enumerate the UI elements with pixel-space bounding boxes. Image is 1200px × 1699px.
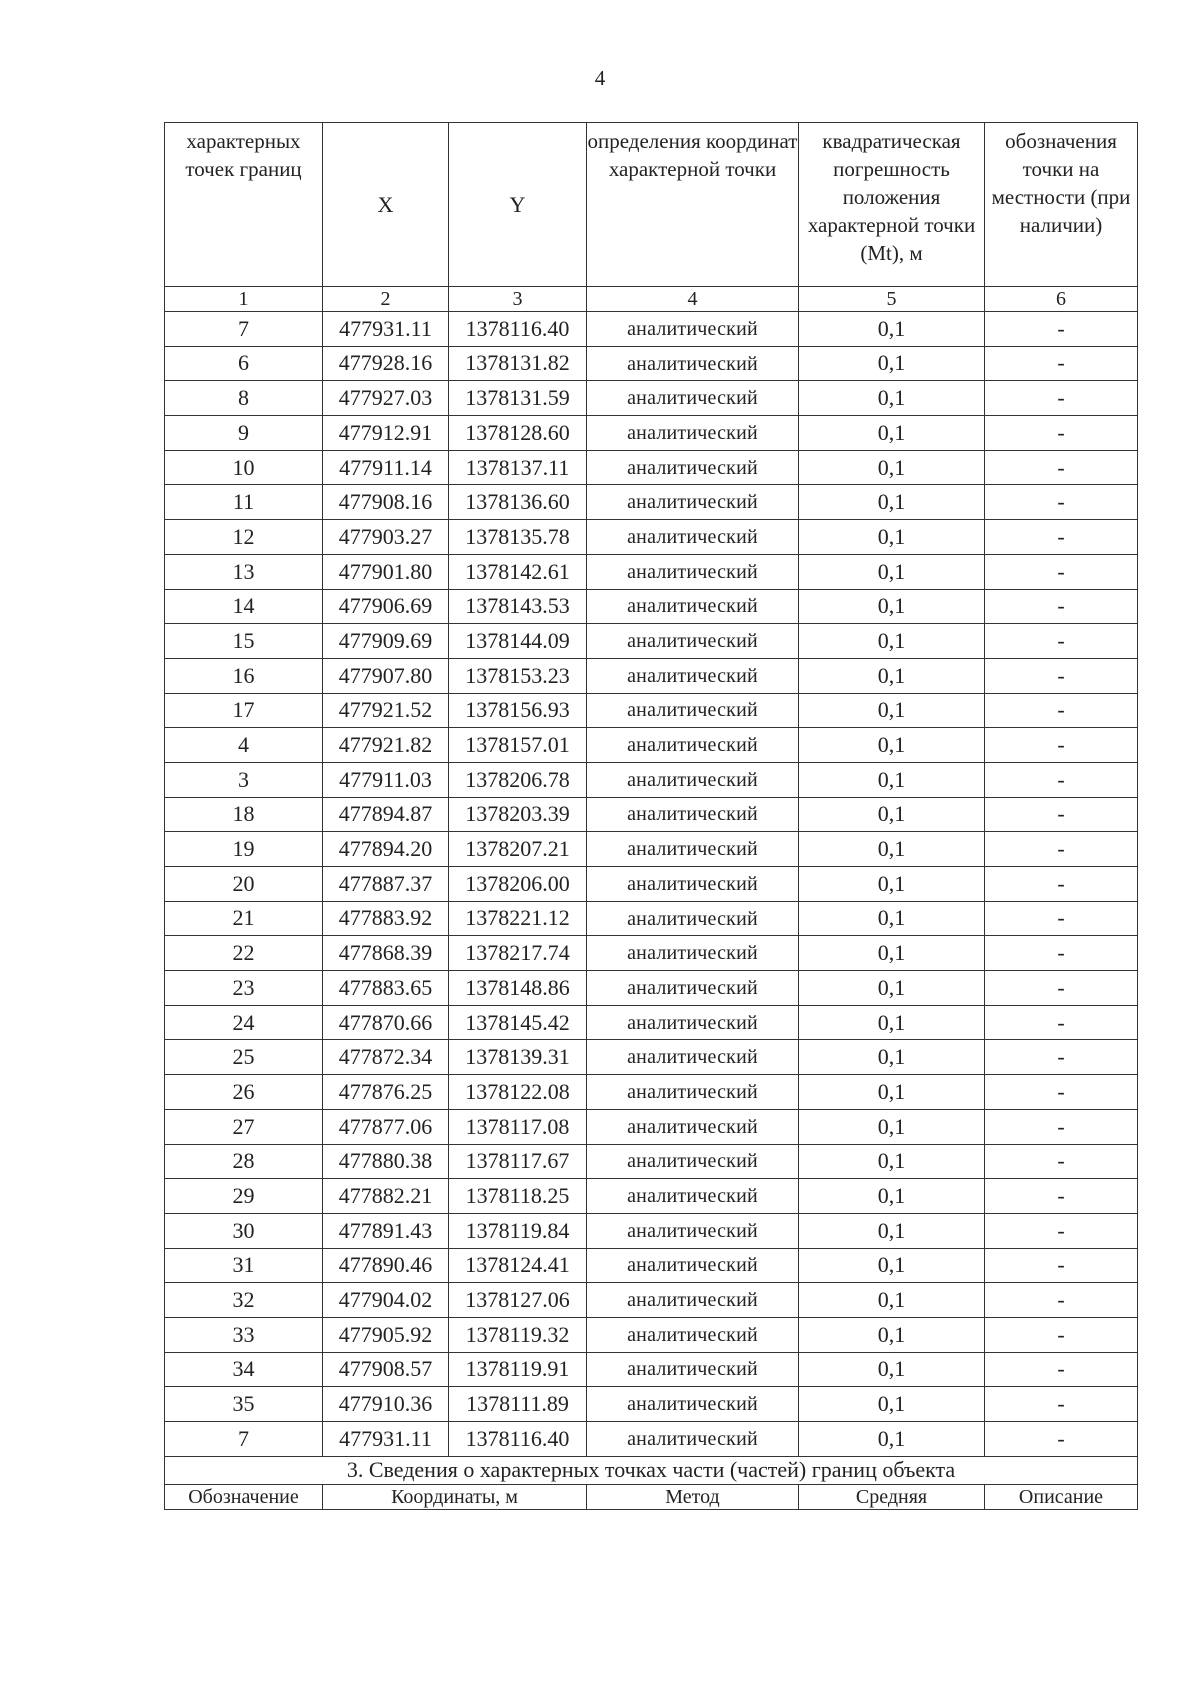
y-cell: 1378203.39 <box>449 797 587 832</box>
point-cell: 7 <box>165 1422 323 1457</box>
table-row <box>165 1179 1138 1214</box>
x-cell: 477911.03 <box>323 762 449 797</box>
point-cell: 20 <box>165 867 323 902</box>
y-cell: 1378207.21 <box>449 832 587 867</box>
error-cell: 0,1 <box>799 658 985 693</box>
error-cell: 0,1 <box>799 1283 985 1318</box>
point-cell: 21 <box>165 901 323 936</box>
table-row <box>165 485 1138 520</box>
section-3-header-row <box>165 1484 1138 1509</box>
method-cell: аналитический <box>587 1040 799 1075</box>
x-cell: 477911.14 <box>323 450 449 485</box>
table-row <box>165 762 1138 797</box>
x-cell: 477877.06 <box>323 1109 449 1144</box>
x-cell: 477891.43 <box>323 1213 449 1248</box>
table-row <box>165 901 1138 936</box>
x-cell: 477872.34 <box>323 1040 449 1075</box>
mark-cell: - <box>985 832 1138 867</box>
mark-cell: - <box>985 416 1138 451</box>
method-cell: аналитический <box>587 1109 799 1144</box>
section-3-header-method: Метод <box>587 1484 799 1509</box>
table-row <box>165 693 1138 728</box>
table-row <box>165 1387 1138 1422</box>
error-cell: 0,1 <box>799 1317 985 1352</box>
point-cell: 17 <box>165 693 323 728</box>
mark-cell: - <box>985 797 1138 832</box>
method-cell: аналитический <box>587 1283 799 1318</box>
error-cell: 0,1 <box>799 1144 985 1179</box>
point-cell: 24 <box>165 1005 323 1040</box>
mark-cell: - <box>985 1109 1138 1144</box>
mark-cell: - <box>985 1248 1138 1283</box>
error-cell: 0,1 <box>799 693 985 728</box>
point-cell: 12 <box>165 520 323 555</box>
point-cell: 11 <box>165 485 323 520</box>
column-number: 3 <box>449 287 587 312</box>
section-3-header-designation: Обозначение <box>165 1484 323 1509</box>
error-cell: 0,1 <box>799 1352 985 1387</box>
mark-cell: - <box>985 485 1138 520</box>
column-number: 5 <box>799 287 985 312</box>
x-cell: 477868.39 <box>323 936 449 971</box>
y-cell: 1378119.84 <box>449 1213 587 1248</box>
x-cell: 477931.11 <box>323 1422 449 1457</box>
header-method: определения координат характерной точки <box>587 123 799 287</box>
y-cell: 1378128.60 <box>449 416 587 451</box>
point-cell: 16 <box>165 658 323 693</box>
table-row <box>165 554 1138 589</box>
mark-cell: - <box>985 1005 1138 1040</box>
point-cell: 6 <box>165 346 323 381</box>
point-cell: 25 <box>165 1040 323 1075</box>
method-cell: аналитический <box>587 762 799 797</box>
x-cell: 477908.57 <box>323 1352 449 1387</box>
x-cell: 477906.69 <box>323 589 449 624</box>
column-number: 1 <box>165 287 323 312</box>
x-cell: 477910.36 <box>323 1387 449 1422</box>
section-3-header-mean: Средняя <box>799 1484 985 1509</box>
method-cell: аналитический <box>587 520 799 555</box>
method-cell: аналитический <box>587 728 799 763</box>
table-row <box>165 1213 1138 1248</box>
point-cell: 19 <box>165 832 323 867</box>
point-cell: 31 <box>165 1248 323 1283</box>
method-cell: аналитический <box>587 1144 799 1179</box>
column-number: 6 <box>985 287 1138 312</box>
x-cell: 477905.92 <box>323 1317 449 1352</box>
error-cell: 0,1 <box>799 589 985 624</box>
x-cell: 477883.92 <box>323 901 449 936</box>
error-cell: 0,1 <box>799 1248 985 1283</box>
y-cell: 1378116.40 <box>449 1422 587 1457</box>
mark-cell: - <box>985 1283 1138 1318</box>
point-cell: 9 <box>165 416 323 451</box>
error-cell: 0,1 <box>799 1109 985 1144</box>
header-error: квадратическая погрешность положения характерной точки (Mt), м <box>799 123 985 287</box>
y-cell: 1378144.09 <box>449 624 587 659</box>
error-cell: 0,1 <box>799 1387 985 1422</box>
y-cell: 1378153.23 <box>449 658 587 693</box>
x-cell: 477909.69 <box>323 624 449 659</box>
point-cell: 7 <box>165 312 323 347</box>
table-row <box>165 1109 1138 1144</box>
mark-cell: - <box>985 312 1138 347</box>
point-cell: 18 <box>165 797 323 832</box>
x-cell: 477908.16 <box>323 485 449 520</box>
error-cell: 0,1 <box>799 485 985 520</box>
y-cell: 1378119.91 <box>449 1352 587 1387</box>
error-cell: 0,1 <box>799 450 985 485</box>
y-cell: 1378142.61 <box>449 554 587 589</box>
mark-cell: - <box>985 1075 1138 1110</box>
error-cell: 0,1 <box>799 312 985 347</box>
mark-cell: - <box>985 658 1138 693</box>
table-row <box>165 728 1138 763</box>
point-cell: 32 <box>165 1283 323 1318</box>
y-cell: 1378117.08 <box>449 1109 587 1144</box>
method-cell: аналитический <box>587 693 799 728</box>
method-cell: аналитический <box>587 1179 799 1214</box>
method-cell: аналитический <box>587 867 799 902</box>
method-cell: аналитический <box>587 624 799 659</box>
error-cell: 0,1 <box>799 1213 985 1248</box>
y-cell: 1378131.82 <box>449 346 587 381</box>
y-cell: 1378137.11 <box>449 450 587 485</box>
point-cell: 34 <box>165 1352 323 1387</box>
method-cell: аналитический <box>587 1317 799 1352</box>
x-cell: 477931.11 <box>323 312 449 347</box>
mark-cell: - <box>985 1387 1138 1422</box>
y-cell: 1378124.41 <box>449 1248 587 1283</box>
table-row <box>165 1317 1138 1352</box>
table-header-row <box>165 123 1138 287</box>
point-cell: 13 <box>165 554 323 589</box>
table-row <box>165 520 1138 555</box>
point-cell: 30 <box>165 1213 323 1248</box>
x-cell: 477876.25 <box>323 1075 449 1110</box>
point-cell: 14 <box>165 589 323 624</box>
mark-cell: - <box>985 520 1138 555</box>
point-cell: 22 <box>165 936 323 971</box>
x-cell: 477870.66 <box>323 1005 449 1040</box>
error-cell: 0,1 <box>799 971 985 1006</box>
table-row <box>165 346 1138 381</box>
mark-cell: - <box>985 1179 1138 1214</box>
error-cell: 0,1 <box>799 624 985 659</box>
y-cell: 1378135.78 <box>449 520 587 555</box>
mark-cell: - <box>985 693 1138 728</box>
x-cell: 477894.20 <box>323 832 449 867</box>
error-cell: 0,1 <box>799 797 985 832</box>
y-cell: 1378206.00 <box>449 867 587 902</box>
table-row <box>165 1352 1138 1387</box>
mark-cell: - <box>985 762 1138 797</box>
method-cell: аналитический <box>587 346 799 381</box>
error-cell: 0,1 <box>799 520 985 555</box>
table-row <box>165 971 1138 1006</box>
column-number: 2 <box>323 287 449 312</box>
x-cell: 477912.91 <box>323 416 449 451</box>
column-number: 4 <box>587 287 799 312</box>
error-cell: 0,1 <box>799 936 985 971</box>
header-mark: обозначения точки на местности (при наличии) <box>985 123 1138 287</box>
section-3-title: 3. Сведения о характерных точках части (частей) границ объекта <box>165 1456 1138 1484</box>
mark-cell: - <box>985 346 1138 381</box>
error-cell: 0,1 <box>799 416 985 451</box>
table-row <box>165 797 1138 832</box>
method-cell: аналитический <box>587 381 799 416</box>
y-cell: 1378127.06 <box>449 1283 587 1318</box>
x-cell: 477903.27 <box>323 520 449 555</box>
y-cell: 1378221.12 <box>449 901 587 936</box>
point-cell: 28 <box>165 1144 323 1179</box>
y-cell: 1378136.60 <box>449 485 587 520</box>
table-row <box>165 936 1138 971</box>
y-cell: 1378119.32 <box>449 1317 587 1352</box>
method-cell: аналитический <box>587 658 799 693</box>
table-row <box>165 1040 1138 1075</box>
mark-cell: - <box>985 971 1138 1006</box>
header-x: X <box>323 123 449 287</box>
table-row <box>165 867 1138 902</box>
method-cell: аналитический <box>587 1422 799 1457</box>
mark-cell: - <box>985 589 1138 624</box>
y-cell: 1378118.25 <box>449 1179 587 1214</box>
section-3-header-description: Описание <box>985 1484 1138 1509</box>
y-cell: 1378156.93 <box>449 693 587 728</box>
header-y: Y <box>449 123 587 287</box>
y-cell: 1378139.31 <box>449 1040 587 1075</box>
table-row <box>165 1005 1138 1040</box>
table-row <box>165 381 1138 416</box>
mark-cell: - <box>985 936 1138 971</box>
point-cell: 23 <box>165 971 323 1006</box>
method-cell: аналитический <box>587 1075 799 1110</box>
error-cell: 0,1 <box>799 381 985 416</box>
x-cell: 477904.02 <box>323 1283 449 1318</box>
y-cell: 1378157.01 <box>449 728 587 763</box>
method-cell: аналитический <box>587 554 799 589</box>
method-cell: аналитический <box>587 589 799 624</box>
error-cell: 0,1 <box>799 762 985 797</box>
table-row <box>165 1248 1138 1283</box>
x-cell: 477928.16 <box>323 346 449 381</box>
point-cell: 8 <box>165 381 323 416</box>
y-cell: 1378116.40 <box>449 312 587 347</box>
mark-cell: - <box>985 1422 1138 1457</box>
x-cell: 477894.87 <box>323 797 449 832</box>
coordinates-table <box>164 122 1138 1510</box>
table-row <box>165 589 1138 624</box>
method-cell: аналитический <box>587 1248 799 1283</box>
error-cell: 0,1 <box>799 1040 985 1075</box>
y-cell: 1378117.67 <box>449 1144 587 1179</box>
mark-cell: - <box>985 1040 1138 1075</box>
table-row <box>165 450 1138 485</box>
mark-cell: - <box>985 728 1138 763</box>
mark-cell: - <box>985 450 1138 485</box>
error-cell: 0,1 <box>799 1179 985 1214</box>
table-row <box>165 832 1138 867</box>
x-cell: 477882.21 <box>323 1179 449 1214</box>
section-3-header-coordinates: Координаты, м <box>323 1484 587 1509</box>
table-row <box>165 1075 1138 1110</box>
method-cell: аналитический <box>587 416 799 451</box>
point-cell: 29 <box>165 1179 323 1214</box>
method-cell: аналитический <box>587 1387 799 1422</box>
mark-cell: - <box>985 1352 1138 1387</box>
mark-cell: - <box>985 901 1138 936</box>
x-cell: 477890.46 <box>323 1248 449 1283</box>
method-cell: аналитический <box>587 312 799 347</box>
method-cell: аналитический <box>587 797 799 832</box>
point-cell: 27 <box>165 1109 323 1144</box>
x-cell: 477883.65 <box>323 971 449 1006</box>
method-cell: аналитический <box>587 936 799 971</box>
error-cell: 0,1 <box>799 554 985 589</box>
y-cell: 1378217.74 <box>449 936 587 971</box>
mark-cell: - <box>985 624 1138 659</box>
y-cell: 1378143.53 <box>449 589 587 624</box>
error-cell: 0,1 <box>799 346 985 381</box>
table-row <box>165 1144 1138 1179</box>
table-row <box>165 312 1138 347</box>
point-cell: 3 <box>165 762 323 797</box>
mark-cell: - <box>985 1144 1138 1179</box>
point-cell: 35 <box>165 1387 323 1422</box>
column-number-row <box>165 287 1138 312</box>
y-cell: 1378206.78 <box>449 762 587 797</box>
table-row <box>165 416 1138 451</box>
table-row <box>165 624 1138 659</box>
method-cell: аналитический <box>587 1213 799 1248</box>
error-cell: 0,1 <box>799 1005 985 1040</box>
x-cell: 477907.80 <box>323 658 449 693</box>
error-cell: 0,1 <box>799 867 985 902</box>
y-cell: 1378111.89 <box>449 1387 587 1422</box>
x-cell: 477880.38 <box>323 1144 449 1179</box>
x-cell: 477921.82 <box>323 728 449 763</box>
table-row <box>165 1283 1138 1318</box>
method-cell: аналитический <box>587 832 799 867</box>
table-row <box>165 658 1138 693</box>
x-cell: 477921.52 <box>323 693 449 728</box>
header-point-name: характерных точек границ <box>165 123 323 287</box>
x-cell: 477901.80 <box>323 554 449 589</box>
mark-cell: - <box>985 1317 1138 1352</box>
error-cell: 0,1 <box>799 728 985 763</box>
method-cell: аналитический <box>587 901 799 936</box>
x-cell: 477927.03 <box>323 381 449 416</box>
point-cell: 10 <box>165 450 323 485</box>
error-cell: 0,1 <box>799 832 985 867</box>
point-cell: 4 <box>165 728 323 763</box>
point-cell: 26 <box>165 1075 323 1110</box>
point-cell: 33 <box>165 1317 323 1352</box>
y-cell: 1378148.86 <box>449 971 587 1006</box>
method-cell: аналитический <box>587 1005 799 1040</box>
error-cell: 0,1 <box>799 901 985 936</box>
error-cell: 0,1 <box>799 1075 985 1110</box>
mark-cell: - <box>985 867 1138 902</box>
method-cell: аналитический <box>587 485 799 520</box>
section-3-title-row <box>165 1456 1138 1484</box>
x-cell: 477887.37 <box>323 867 449 902</box>
y-cell: 1378122.08 <box>449 1075 587 1110</box>
y-cell: 1378145.42 <box>449 1005 587 1040</box>
page-number: 4 <box>594 66 606 90</box>
mark-cell: - <box>985 381 1138 416</box>
method-cell: аналитический <box>587 1352 799 1387</box>
table-row <box>165 1422 1138 1457</box>
error-cell: 0,1 <box>799 1422 985 1457</box>
mark-cell: - <box>985 554 1138 589</box>
point-cell: 15 <box>165 624 323 659</box>
method-cell: аналитический <box>587 971 799 1006</box>
mark-cell: - <box>985 1213 1138 1248</box>
y-cell: 1378131.59 <box>449 381 587 416</box>
method-cell: аналитический <box>587 450 799 485</box>
